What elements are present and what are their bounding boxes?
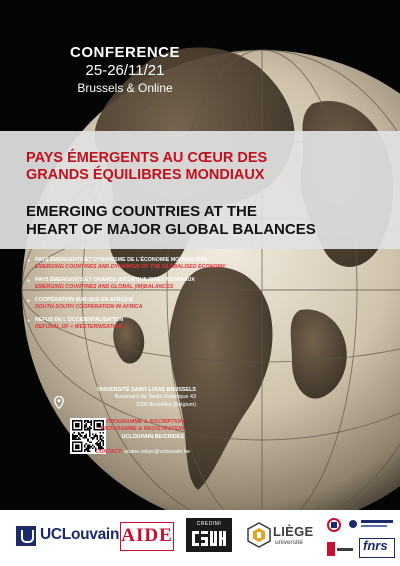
conference-dates: 25-26/11/21 — [85, 62, 165, 79]
partner-emblems-icon — [325, 516, 395, 538]
uclouvain-logo — [16, 523, 120, 549]
topic-item — [27, 257, 310, 271]
partner-logos — [325, 516, 395, 560]
liege-logo — [245, 518, 313, 552]
topic-fr: PAYS ÉMERGENTS ET DYNAMISME DE L'ÉCONOMIE MONDIALISÉE — [35, 257, 208, 263]
conference-block — [60, 44, 190, 95]
title-fr-line2: GRANDS ÉQUILIBRES MONDIAUX — [26, 167, 265, 183]
topic-fr: PAYS ÉMERGENTS ET GRANDS (DÉS)ÉQUILIBRES MONDIAUX — [35, 277, 195, 283]
credimi-logo — [186, 518, 232, 552]
credimi-wordmark: CREDIMI — [196, 521, 222, 527]
title-english — [26, 203, 316, 239]
title-en-line2: HEART OF MAJOR GLOBAL BALANCES — [26, 221, 316, 238]
program-en: PROGRAMME & REGISTRATION — [100, 426, 184, 433]
aide-logo — [120, 522, 174, 551]
contact-line — [80, 449, 190, 456]
fnrs-wordmark: fnrs — [363, 538, 388, 553]
topic-item — [27, 297, 310, 311]
location-pin-icon — [54, 396, 64, 409]
title-en-line1: EMERGING COUNTRIES AT THE — [26, 203, 257, 220]
aide-wordmark: AIDE — [121, 525, 173, 546]
topic-en: EMERGING COUNTRIES AND GLOBAL (IM)BALANCES — [35, 284, 174, 290]
venue-address-line1: Boulevard du Jardin Botanique 43 — [114, 394, 196, 401]
bullet-icon: ● — [27, 278, 31, 284]
topic-en: EMERGING COUNTRIES AND DYNAMISM OF THE GLOBALISED ECONOMY — [35, 264, 226, 270]
credimi-blocks-icon — [192, 531, 226, 546]
bullet-icon: ● — [27, 298, 31, 304]
venue-name: UNIVERSITÉ SAINT-LOUIS BRUSSELS — [97, 387, 196, 393]
topic-item — [27, 277, 310, 291]
program-fr: PROGRAMME & INSCRIPTION — [106, 419, 184, 425]
logo-strip — [0, 510, 400, 566]
conference-label: CONFERENCE — [69, 44, 180, 61]
program-url-link[interactable]: UCLOUVAIN.BE/CRIDES — [121, 433, 184, 440]
partner-mark-icon — [325, 540, 357, 558]
contact-label: CONTACT: — [95, 449, 123, 455]
conference-location: Brussels & Online — [77, 81, 173, 95]
title-french — [26, 150, 267, 184]
venue-block — [90, 387, 196, 409]
topics-list — [27, 257, 310, 337]
topic-item — [27, 317, 310, 331]
topic-en: SOUTH-SOUTH COOPERATION IN AFRICA — [35, 304, 143, 310]
program-block — [80, 419, 184, 441]
bullet-icon: ● — [27, 258, 31, 264]
title-fr-line1: PAYS ÉMERGENTS AU CŒUR DES — [26, 150, 268, 166]
topic-fr: REFUS DE L'OCCIDENTALISATION — [35, 317, 124, 323]
uclouvain-wordmark: UCLouvain — [40, 526, 120, 543]
liege-wordmark: LIÈGE — [273, 524, 314, 539]
topic-en: REFUSAL OF « WESTERNISATION » — [35, 324, 127, 330]
liege-mark-icon — [247, 522, 271, 548]
venue-address-line2: 1000 Bruxelles (Belgium) — [135, 401, 196, 408]
topic-fr: COOPÉRATION SUD-SUD EN AFRIQUE — [35, 297, 134, 303]
uclouvain-mark — [16, 526, 36, 546]
liege-subtitle: université — [275, 539, 303, 546]
bullet-icon: ● — [27, 318, 31, 324]
contact-email-link[interactable]: ariane.robyn@uclouvain.be — [124, 449, 190, 455]
